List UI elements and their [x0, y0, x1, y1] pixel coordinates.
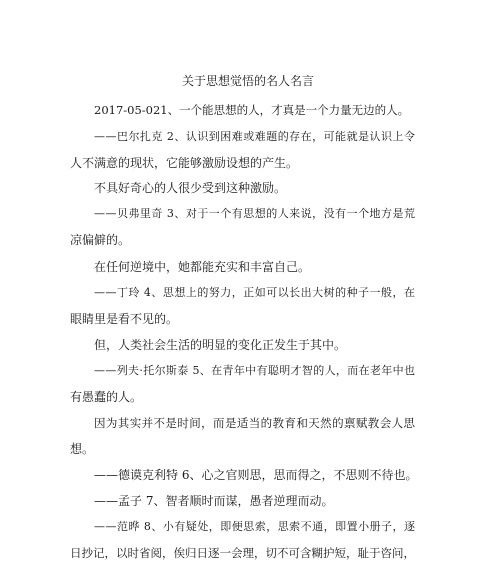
text-line: 眼睛里是看不见的。: [70, 312, 179, 326]
text-line: 但，人类社会生活的明显的变化正发生于其中。: [94, 338, 347, 352]
document-title: 关于思想觉悟的名人名言: [181, 74, 314, 88]
text-line: 人不满意的现状，它能够激励设想的产生。: [70, 156, 299, 170]
text-line: ——丁玲 4、思想上的努力，正如可以长出大树的种子一般，在: [94, 286, 415, 299]
text-line: 有愚蠢的人。: [70, 390, 143, 404]
text-line: 凉偏僻的。: [70, 233, 131, 247]
text-line: ——列夫·托尔斯泰 5、在青年中有聪明才智的人，而在老年中也: [94, 364, 415, 377]
text-line: 2017-05-021、一个能思想的人，才真是一个力量无边的人。: [94, 103, 410, 117]
text-line: ——贝弗里奇 3、对于一个有思想的人来说，没有一个地方是荒: [94, 207, 415, 220]
text-line: 因为其实并不是时间，而是适当的教育和天然的禀赋教会人思: [94, 416, 415, 430]
text-line: ——范晔 8、小有疑处，即便思索，思索不通，即置小册子，逐: [94, 520, 415, 533]
text-line: 日抄记，以时省阅，俟归日逐一会理，切不可含糊护短，耻于咨问，: [70, 546, 415, 560]
text-line: 在任何逆境中，她都能充实和丰富自己。: [94, 260, 311, 274]
text-line: ——德谟克利特 6、心之官则思，思而得之，不思则不待也。: [94, 468, 418, 482]
text-line: ——孟子 7、智者顺时而谋，愚者逆理而动。: [94, 494, 334, 508]
text-line: 想。: [70, 442, 95, 456]
text-line: 不具好奇心的人很少受到这种激励。: [94, 181, 287, 195]
text-line: ——巴尔扎克 2、认识到困难或难题的存在，可能就是认识上令: [94, 130, 415, 143]
